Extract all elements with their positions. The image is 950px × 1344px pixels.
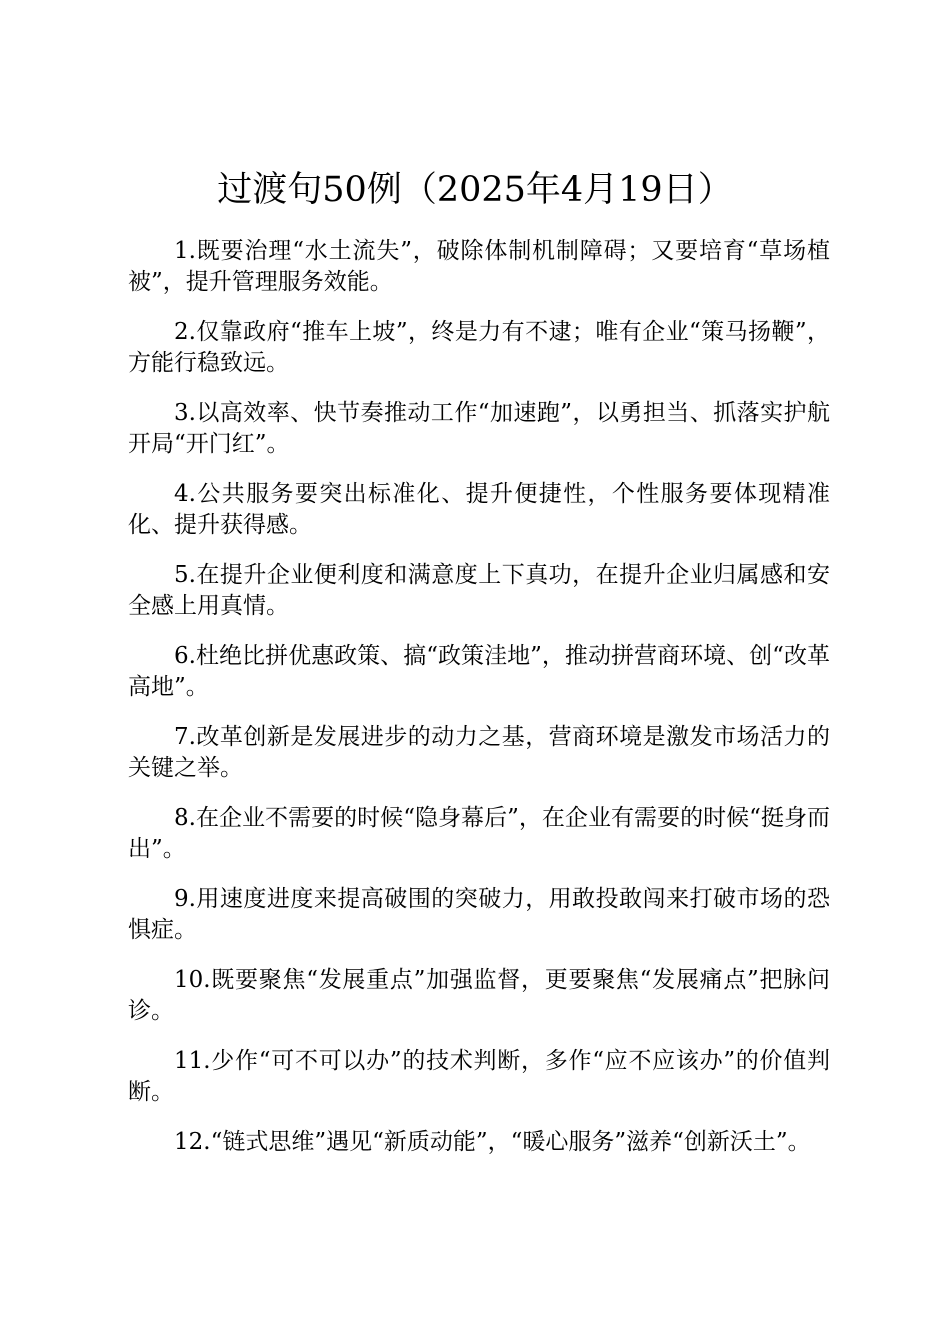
list-item: 11.少作“可不可以办”的技术判断，多作“应不应该办”的价值判断。 [128, 1048, 830, 1105]
list-item: 8.在企业不需要的时候“隐身幕后”，在企业有需要的时候“挺身而出”。 [128, 805, 830, 862]
document-title: 过渡句50例（2025年4月19日） [217, 170, 733, 210]
list-item: 12.“链式思维”遇见“新质动能”，“暖心服务”滋养“创新沃土”。 [174, 1129, 811, 1155]
list-item: 1.既要治理“水土流失”，破除体制机制障碍；又要培育“草场植被”，提升管理服务效能。 [128, 238, 830, 295]
list-item: 5.在提升企业便利度和满意度上下真功，在提升企业归属感和安全感上用真情。 [128, 562, 830, 619]
list-item: 7.改革创新是发展进步的动力之基，营商环境是激发市场活力的关键之举。 [128, 724, 830, 781]
list-item: 3.以高效率、快节奏推动工作“加速跑”，以勇担当、抓落实护航开局“开门红”。 [128, 400, 830, 457]
list-item: 10.既要聚焦“发展重点”加强监督，更要聚焦“发展痛点”把脉问诊。 [128, 967, 830, 1024]
list-item: 2.仅靠政府“推车上坡”，终是力有不逮；唯有企业“策马扬鞭”，方能行稳致远。 [128, 319, 830, 376]
item-list [128, 236, 830, 1208]
list-item: 9.用速度进度来提高破围的突破力，用敢投敢闯来打破市场的恐惧症。 [128, 886, 830, 943]
list-item: 6.杜绝比拼优惠政策、搞“政策洼地”，推动拼营商环境、创“改革高地”。 [128, 643, 830, 700]
list-item: 4.公共服务要突出标准化、提升便捷性，个性服务要体现精准化、提升获得感。 [128, 481, 830, 538]
